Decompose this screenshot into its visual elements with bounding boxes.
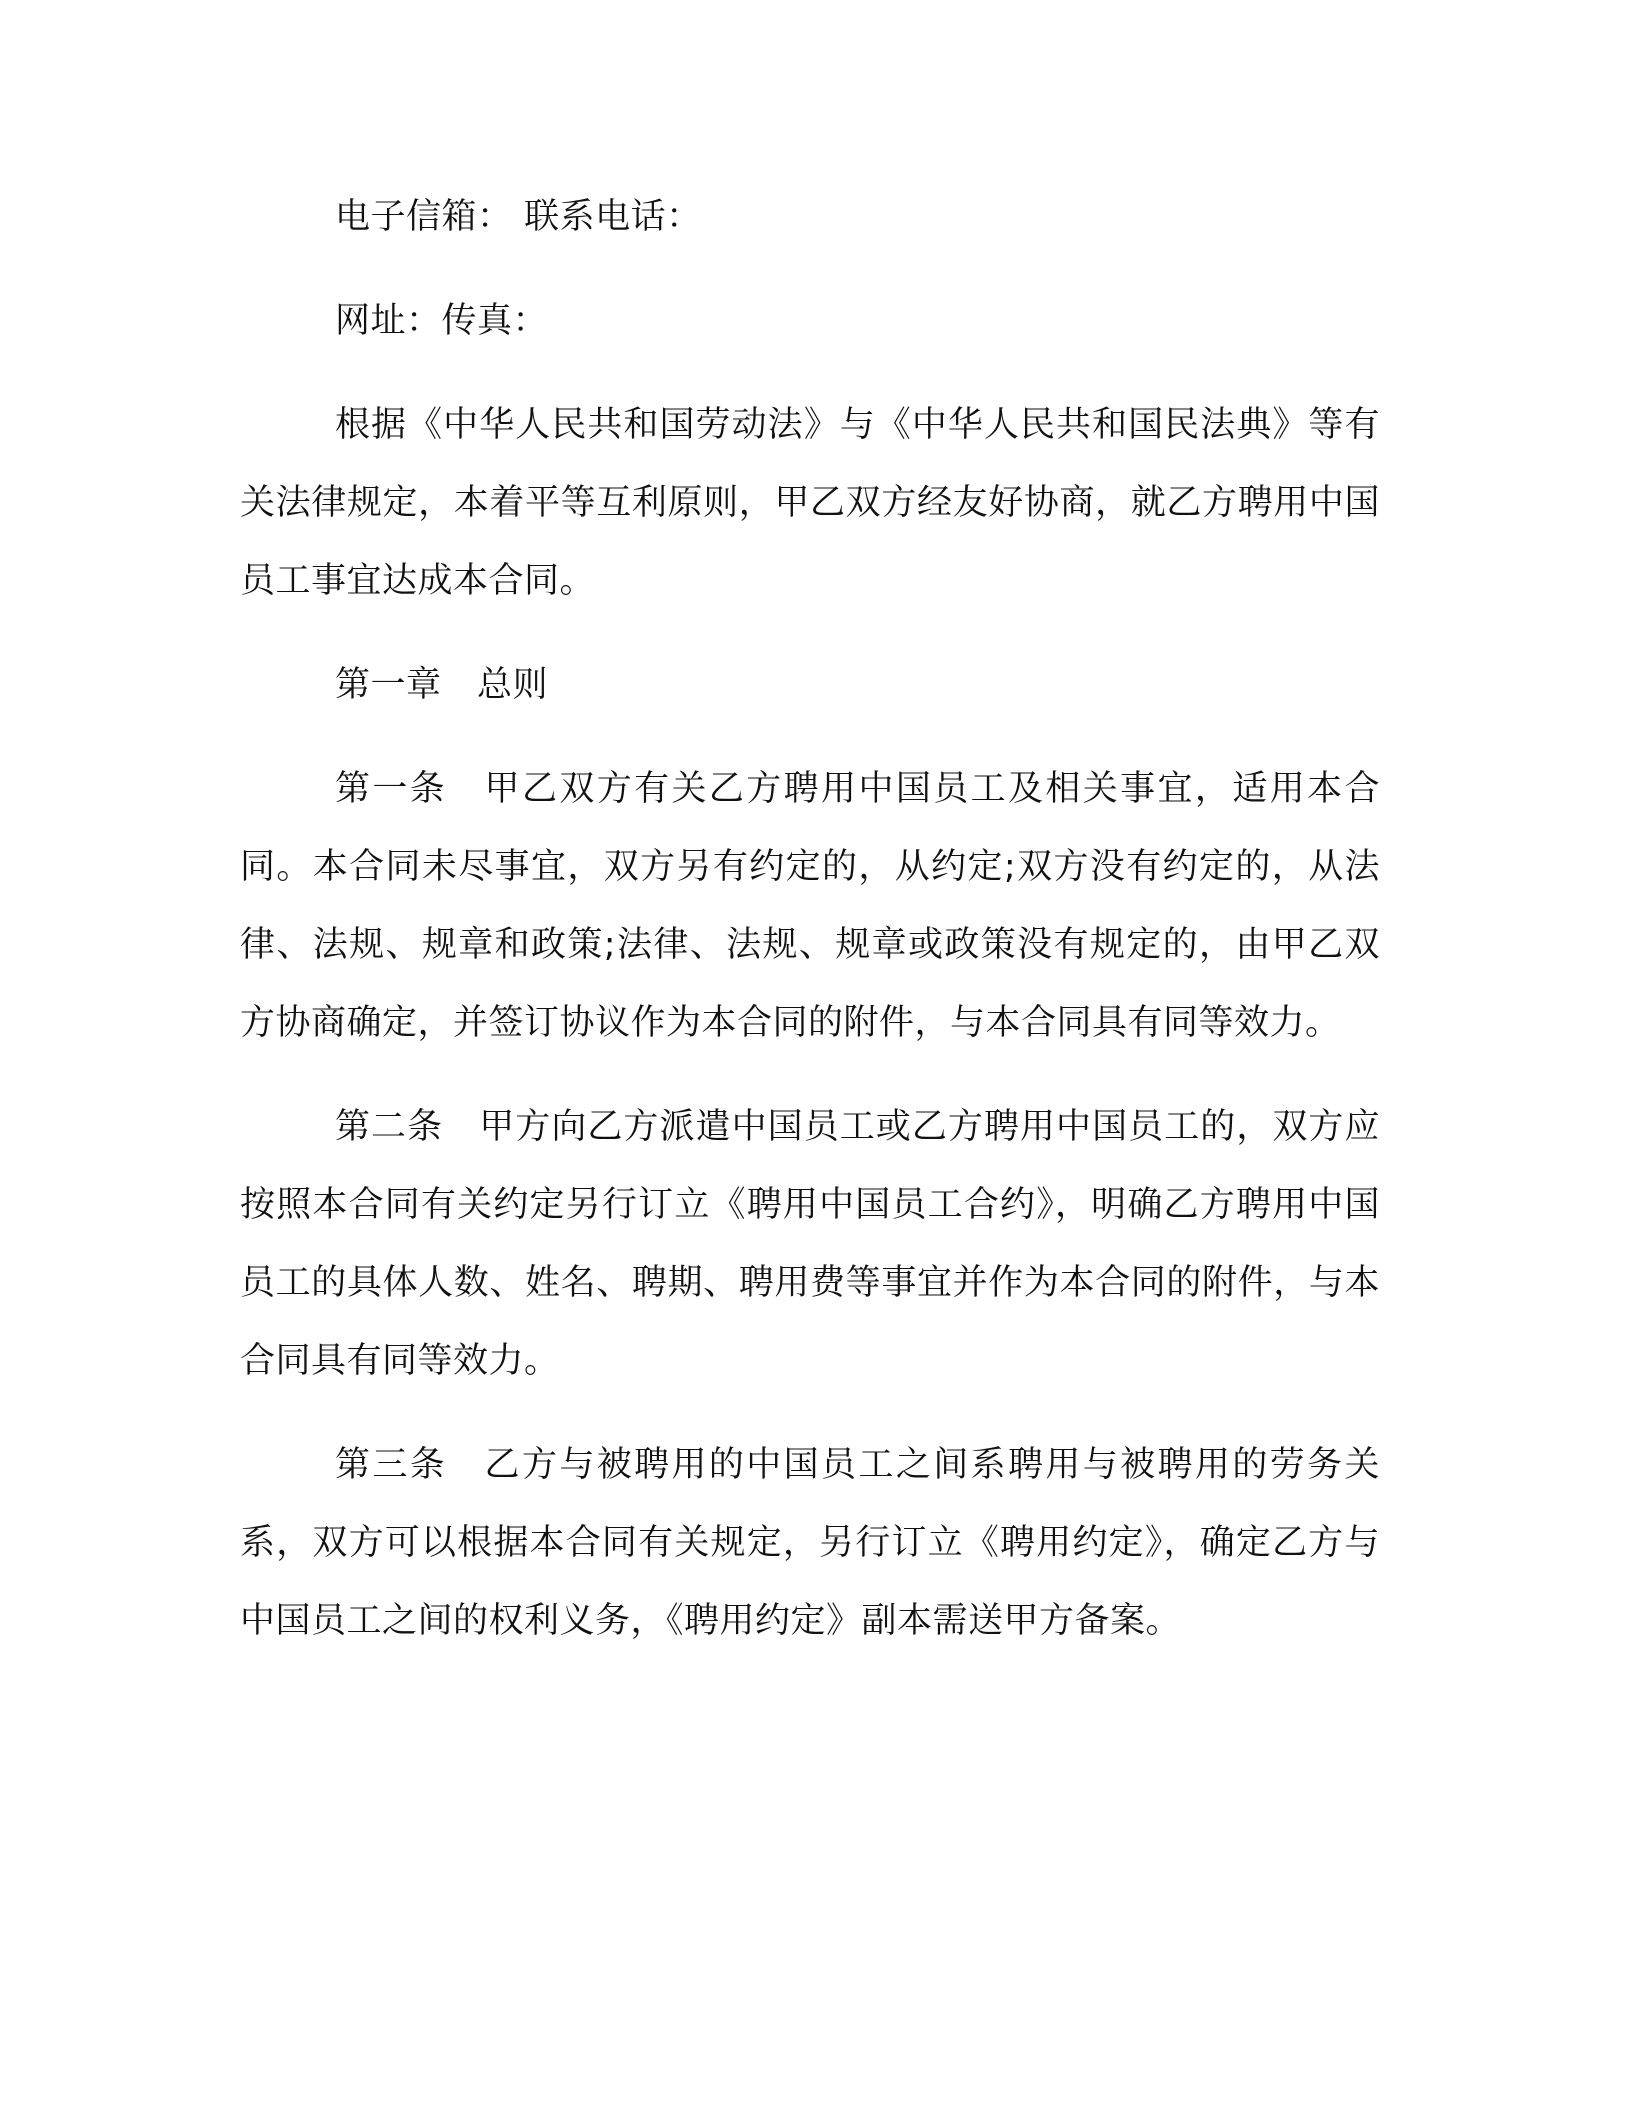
document-body (240, 178, 1380, 1660)
contact-email-phone-line: 电子信箱： 联系电话： (335, 197, 702, 237)
article-2-paragraph: 第二条 甲方向乙方派遣中国员工或乙方聘用中国员工的，双方应按照本合同有关约定另行订立《聘用中国员工合约》，明确乙方聘用中国员工的具体人数、姓名、聘期、聘用费等事宜并作为本合同的附件，与本合同具有同等效力。 (240, 1107, 1380, 1381)
article-1-paragraph: 第一条 甲乙双方有关乙方聘用中国员工及相关事宜，适用本合同。本合同未尽事宜，双方另有约定的，从约定;双方没有约定的，从法律、法规、规章和政策;法律、法规、规章或政策没有规定的，由甲乙双方协商确定，并签订协议作为本合同的附件，与本合同具有同等效力。 (240, 769, 1380, 1043)
chapter-title: 第一章 总则 (335, 665, 549, 705)
spacer (240, 1062, 1380, 1088)
spacer (240, 256, 1380, 282)
spacer (240, 1400, 1380, 1426)
spacer (240, 724, 1380, 750)
website-fax-line: 网址：传真： (335, 301, 549, 341)
spacer (240, 620, 1380, 646)
intro-paragraph: 根据《中华人民共和国劳动法》与《中华人民共和国民法典》等有关法律规定，本着平等互利原则，甲乙双方经友好协商，就乙方聘用中国员工事宜达成本合同。 (240, 405, 1380, 601)
spacer (240, 360, 1380, 386)
article-3-paragraph: 第三条 乙方与被聘用的中国员工之间系聘用与被聘用的劳务关系，双方可以根据本合同有关规定，另行订立《聘用约定》，确定乙方与中国员工之间的权利义务，《聘用约定》副本需送甲方备案。 (240, 1445, 1380, 1641)
